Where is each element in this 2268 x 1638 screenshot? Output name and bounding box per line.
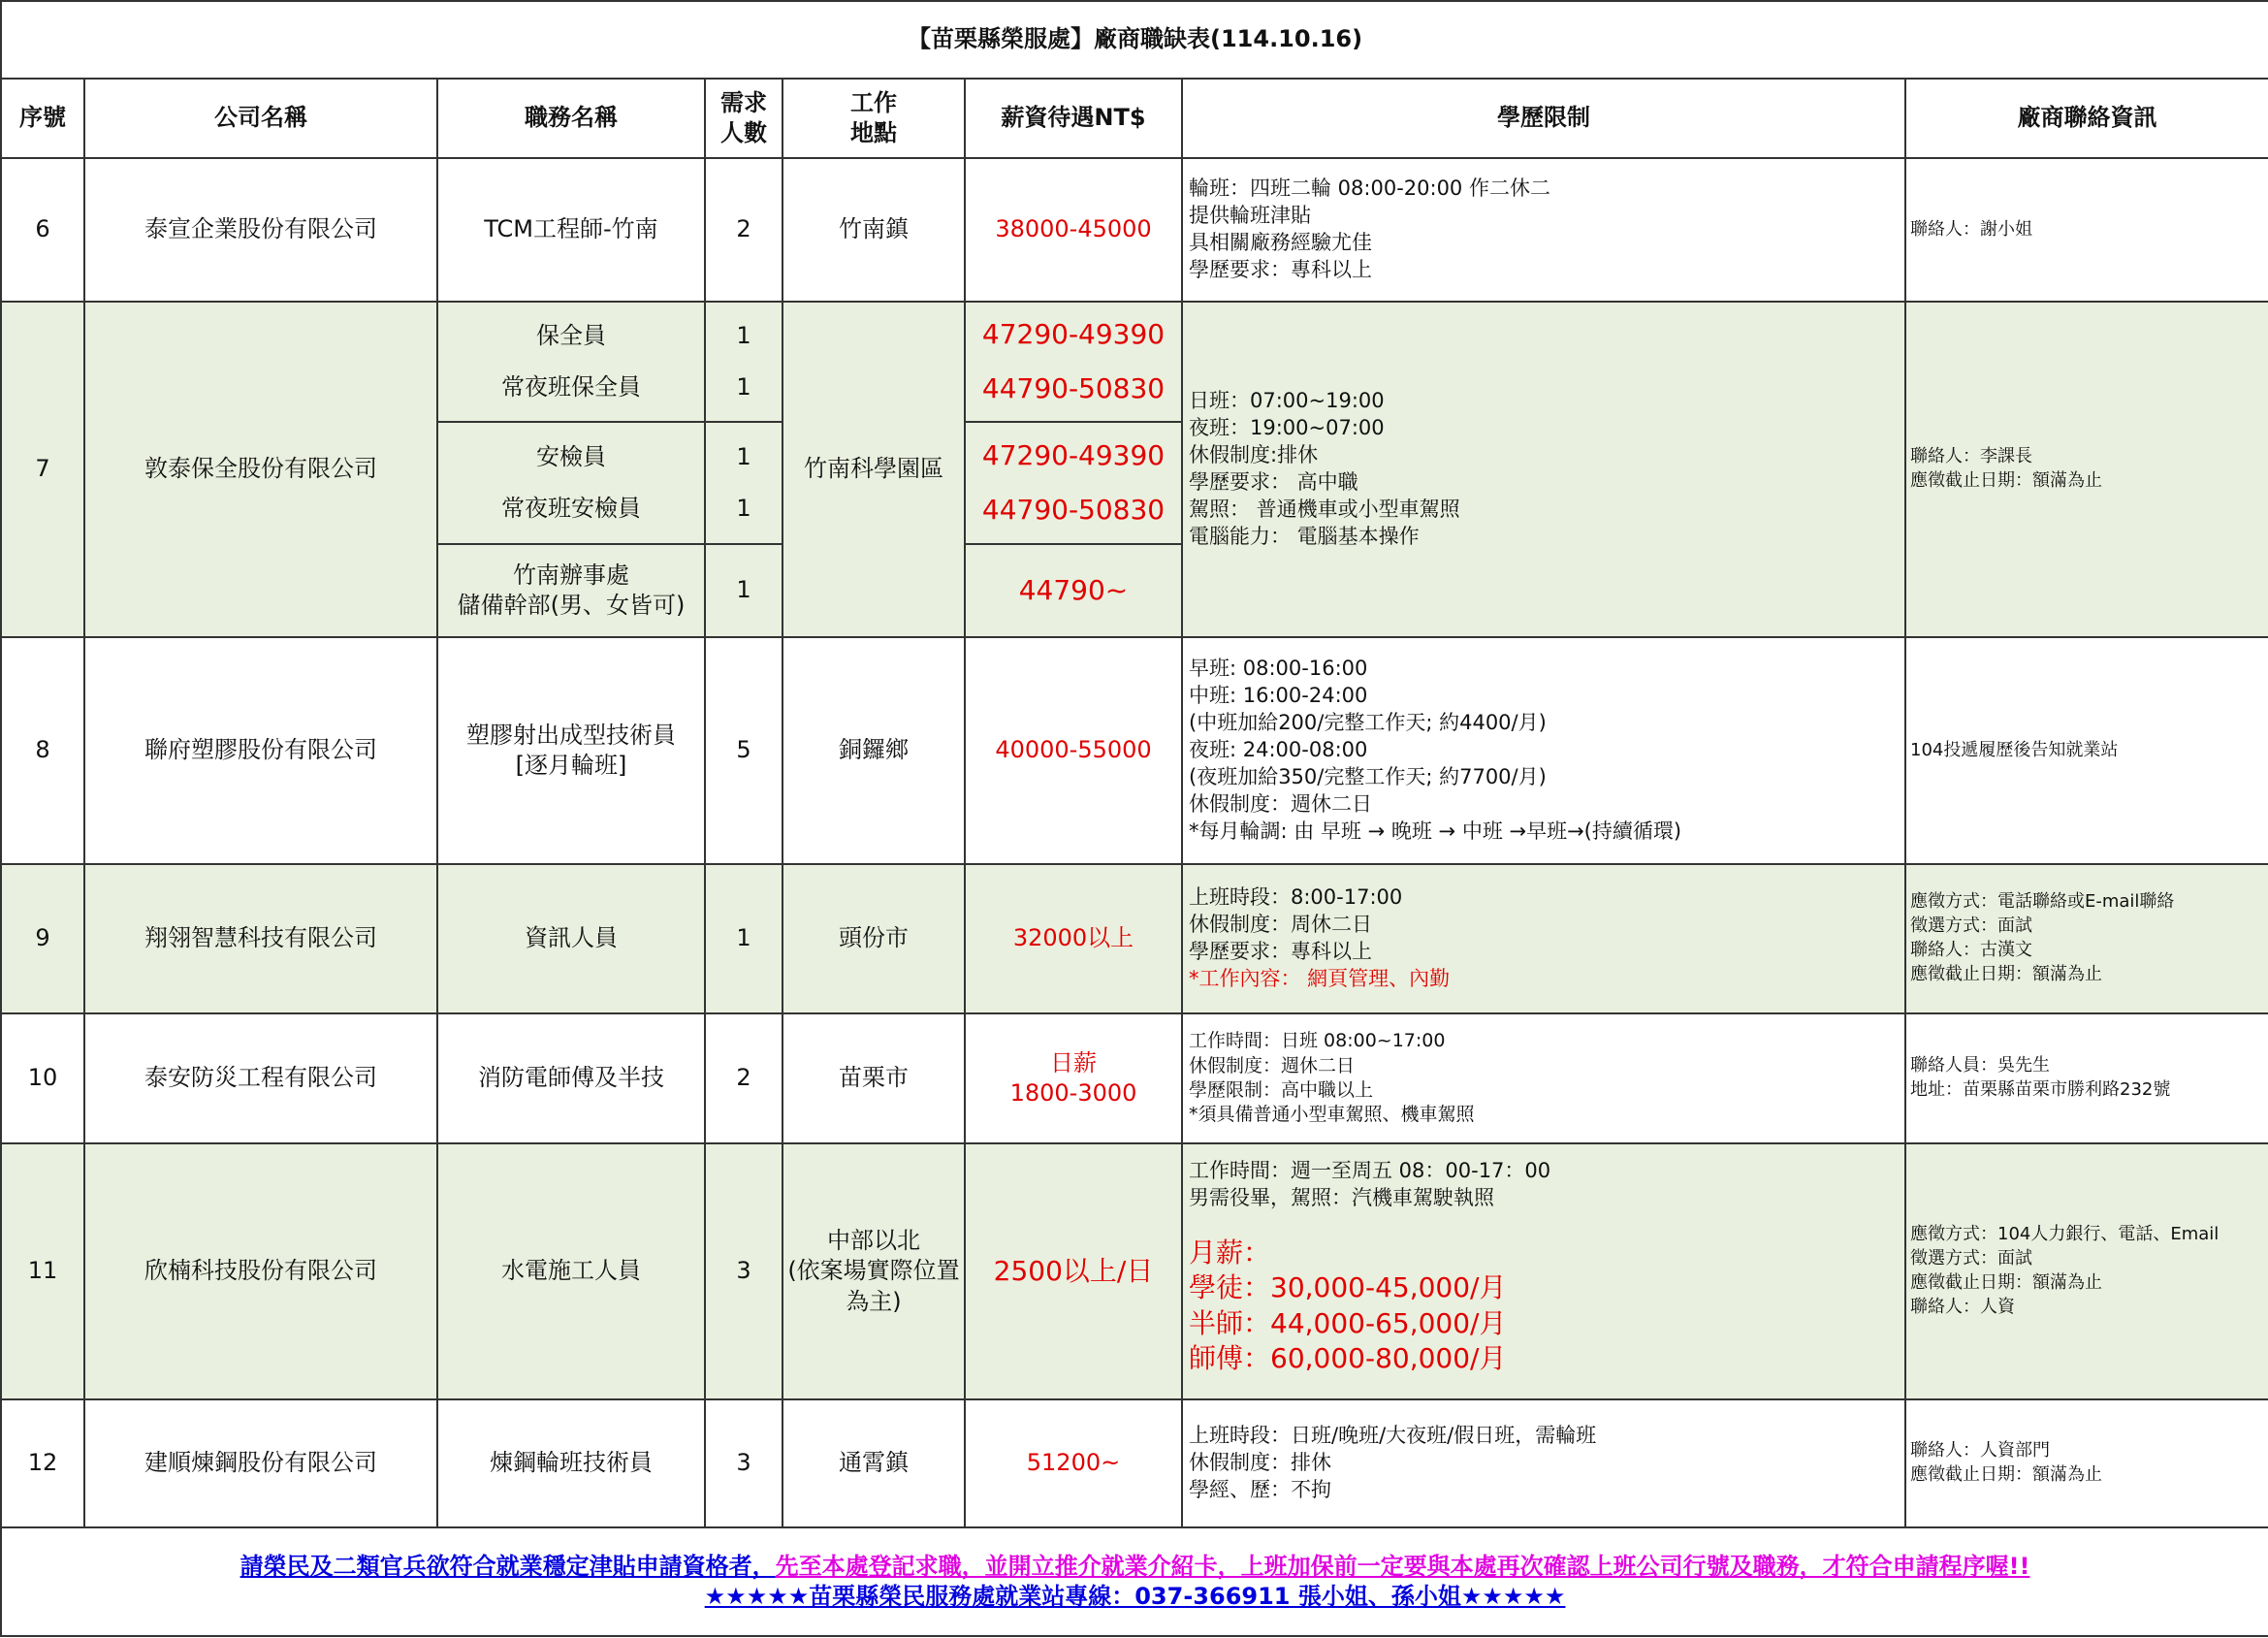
- company-name: 泰宣企業股份有限公司: [84, 158, 437, 302]
- requirement-line: *須具備普通小型車駕照、機車駕照: [1189, 1104, 1475, 1126]
- header-company: 公司名稱: [84, 79, 437, 158]
- headcount-line: 1: [736, 442, 751, 470]
- header-requirements: 學歷限制: [1182, 79, 1905, 158]
- headcount: 5: [705, 637, 783, 864]
- footer-line-2: [2, 1582, 2268, 1612]
- headcount-line: 1: [736, 321, 751, 349]
- company-name: 敦泰保全股份有限公司: [84, 302, 437, 637]
- contact-info: [1905, 302, 2268, 637]
- table-row: [1, 1143, 2268, 1399]
- requirement-line: 學歷要求： 高中職: [1189, 470, 1358, 494]
- requirement-line: 上班時段：日班/晚班/大夜班/假日班，需輪班: [1189, 1424, 1597, 1448]
- headcount: 1: [705, 864, 783, 1013]
- footer-link-eligibility[interactable]: 請榮民及二類官兵欲符合就業穩定津貼申請資格者，: [240, 1552, 776, 1580]
- row-no: 8: [1, 637, 84, 864]
- headcount: [705, 422, 783, 544]
- requirement-line: 夜班：19:00~07:00: [1189, 416, 1385, 440]
- company-name: 聯府塑膠股份有限公司: [84, 637, 437, 864]
- work-location: 苗栗市: [783, 1013, 965, 1143]
- company-name: 泰安防災工程有限公司: [84, 1013, 437, 1143]
- contact-line: 應徵截止日期：額滿為止: [1910, 963, 2102, 984]
- job-title-line: 保全員: [536, 321, 606, 349]
- requirement-line: *工作內容： 網頁管理、內勤: [1189, 966, 1451, 990]
- requirement-line: 學歷要求：專科以上: [1189, 257, 1372, 281]
- monthly-salary-line: 月薪：: [1189, 1236, 1271, 1269]
- monthly-salary-line: 學徒：30,000-45,000/月: [1189, 1271, 1507, 1304]
- contact-line: 徵選方式：面試: [1910, 915, 2032, 937]
- requirement-line: 休假制度：週休二日: [1189, 1054, 1356, 1076]
- contact-info: [1905, 1013, 2268, 1143]
- page-title: 【苗栗縣榮服處】廠商職缺表(114.10.16): [1, 1, 2268, 79]
- job-title: [437, 637, 705, 864]
- headcount: 3: [705, 1399, 783, 1527]
- salary-line: 44790-50830: [981, 494, 1166, 526]
- header-count: 需求 人數: [705, 79, 783, 158]
- row-no: 7: [1, 302, 84, 637]
- headcount: 2: [705, 1013, 783, 1143]
- row-no: 12: [1, 1399, 84, 1527]
- requirements: [1182, 1399, 1905, 1527]
- job-title-line: 塑膠射出成型技術員: [466, 721, 676, 749]
- salary-line: 44790-50830: [981, 372, 1166, 404]
- salary: [965, 1013, 1182, 1143]
- table-row: [1, 302, 2268, 422]
- requirement-line: 休假制度：排休: [1189, 1451, 1331, 1475]
- salary: 51200~: [965, 1399, 1182, 1527]
- job-title-line: 常夜班保全員: [501, 373, 641, 401]
- footer-hotline-link[interactable]: ★★★★★苗栗縣榮民服務處就業站專線：037-366911 張小姐、孫小姐★★★★★: [704, 1583, 1566, 1610]
- contact-line: 應徵截止日期：額滿為止: [1910, 470, 2102, 491]
- job-title-line: 儲備幹部(男、女皆可): [457, 592, 686, 619]
- contact-line: 應徵截止日期：額滿為止: [1910, 1272, 2102, 1293]
- contact-line: 地址：苗栗縣苗栗市勝利路232號: [1910, 1079, 2171, 1100]
- job-title: [437, 422, 705, 544]
- header-contact: 廠商聯絡資訊: [1905, 79, 2268, 158]
- footer-link-procedure[interactable]: 先至本處登記求職，並開立推介就業介紹卡，上班加保前一定要與本處再次確認上班公司行號及職務，才符合申請程序喔!!: [775, 1552, 2030, 1580]
- work-location: 通霄鎮: [783, 1399, 965, 1527]
- contact-line: 聯絡人：謝小姐: [1910, 218, 2032, 240]
- requirement-line: 具相關廠務經驗尤佳: [1189, 231, 1372, 254]
- contact-line: 應徵方式：電話聯絡或E-mail聯絡: [1910, 891, 2175, 913]
- contact-info: [1905, 1399, 2268, 1527]
- contact-info: [1905, 637, 2268, 864]
- job-title-line: 常夜班安檢員: [501, 495, 641, 522]
- table-row: [1, 1399, 2268, 1527]
- footer-notice: [1, 1527, 2268, 1636]
- work-location: 竹南鎮: [783, 158, 965, 302]
- salary: 40000-55000: [965, 637, 1182, 864]
- job-title-line: [逐月輪班]: [515, 752, 627, 779]
- requirements: [1182, 864, 1905, 1013]
- requirement-line: 提供輪班津貼: [1189, 204, 1311, 228]
- contact-line: 聯絡人：李課長: [1910, 446, 2032, 467]
- requirements: [1182, 1143, 1905, 1399]
- table-row: [1, 1013, 2268, 1143]
- footer-row: [1, 1527, 2268, 1636]
- header-location: 工作 地點: [783, 79, 965, 158]
- job-title: [437, 302, 705, 422]
- salary: 44790~: [965, 544, 1182, 637]
- row-no: 6: [1, 158, 84, 302]
- header-job: 職務名稱: [437, 79, 705, 158]
- requirement-line: 學歷要求：專科以上: [1189, 940, 1372, 963]
- contact-line: 104投遞履歷後告知就業站: [1910, 739, 2119, 760]
- row-no: 10: [1, 1013, 84, 1143]
- job-title: 煉鋼輪班技術員: [437, 1399, 705, 1527]
- requirement-line: 駕照： 普通機車或小型車駕照: [1189, 497, 1460, 521]
- headcount: 1: [705, 544, 783, 637]
- table-row: [1, 637, 2268, 864]
- contact-line: 聯絡人員：吳先生: [1910, 1055, 2050, 1076]
- headcount-line: 1: [736, 373, 751, 401]
- salary: 38000-45000: [965, 158, 1182, 302]
- salary: 32000以上: [965, 864, 1182, 1013]
- requirement-line: 學經、歷：不拘: [1189, 1477, 1331, 1501]
- company-name: 翔翎智慧科技有限公司: [84, 864, 437, 1013]
- job-title: 資訊人員: [437, 864, 705, 1013]
- contact-line: 聯絡人：人資部門: [1910, 1440, 2050, 1461]
- contact-line: 聯絡人：人資: [1910, 1296, 2015, 1317]
- headcount: 2: [705, 158, 783, 302]
- requirement-line: 早班: 08:00-16:00: [1189, 657, 1368, 681]
- job-title: TCM工程師-竹南: [437, 158, 705, 302]
- requirement-line: 學歷限制：高中職以上: [1189, 1079, 1374, 1101]
- requirement-line: (夜班加給350/完整工作天; 約7700/月): [1189, 764, 1547, 788]
- salary: [965, 422, 1182, 544]
- location-line: 為主): [846, 1287, 902, 1315]
- contact-line: 聯絡人：古漢文: [1910, 940, 2032, 960]
- work-location: 竹南科學園區: [783, 302, 965, 637]
- job-title: [437, 544, 705, 637]
- row-no: 11: [1, 1143, 84, 1399]
- location-line: 中部以北: [827, 1227, 920, 1255]
- header-row: [1, 79, 2268, 158]
- footer-line-1: [2, 1552, 2268, 1582]
- requirements: [1182, 637, 1905, 864]
- monthly-salary-line: 半師：44,000-65,000/月: [1189, 1306, 1507, 1339]
- headcount: [705, 302, 783, 422]
- requirement-line: 輪班：四班二輪 08:00-20:00 作二休二: [1189, 177, 1550, 201]
- requirement-line: 中班: 16:00-24:00: [1189, 684, 1368, 708]
- company-name: 欣楠科技股份有限公司: [84, 1143, 437, 1399]
- requirement-line: 工作時間：週一至周五 08：00-17：00: [1189, 1159, 1551, 1182]
- contact-line: 應徵方式：104人力銀行、電話、Email: [1910, 1224, 2220, 1245]
- salary-line: 47290-49390: [981, 317, 1166, 350]
- job-title-line: 安檢員: [536, 442, 606, 470]
- header-no: 序號: [1, 79, 84, 158]
- headcount-line: 1: [736, 495, 751, 522]
- requirement-line: 電腦能力： 電腦基本操作: [1189, 524, 1420, 548]
- work-location: 頭份市: [783, 864, 965, 1013]
- requirements: [1182, 302, 1905, 637]
- company-name: 建順煉鋼股份有限公司: [84, 1399, 437, 1527]
- requirement-line: 夜班: 24:00-08:00: [1189, 738, 1368, 762]
- header-salary: 薪資待遇NT$: [965, 79, 1182, 158]
- monthly-salary-line: 師傅：60,000-80,000/月: [1189, 1342, 1507, 1375]
- job-title-line: 竹南辦事處: [513, 561, 629, 589]
- requirement-line: 上班時段：8:00-17:00: [1189, 885, 1403, 910]
- requirement-line: 男需役畢，駕照：汽機車駕駛執照: [1189, 1185, 1494, 1209]
- table-row: [1, 158, 2268, 302]
- location-line: (依案場實際位置: [787, 1257, 960, 1285]
- salary: 2500以上/日: [965, 1143, 1182, 1399]
- row-no: 9: [1, 864, 84, 1013]
- requirements: [1182, 158, 1905, 302]
- salary: [965, 302, 1182, 422]
- requirement-line: 工作時間：日班 08:00~17:00: [1189, 1030, 1446, 1052]
- contact-info: [1905, 158, 2268, 302]
- contact-line: 徵選方式：面試: [1910, 1248, 2032, 1269]
- work-location: [783, 1143, 965, 1399]
- table-row: [1, 864, 2268, 1013]
- salary-line: 日薪: [1050, 1048, 1097, 1076]
- requirement-line: (中班加給200/完整工作天; 約4400/月): [1189, 711, 1547, 735]
- contact-info: [1905, 864, 2268, 1013]
- job-title: 消防電師傅及半技: [437, 1013, 705, 1143]
- job-title: 水電施工人員: [437, 1143, 705, 1399]
- requirements: [1182, 1013, 1905, 1143]
- requirement-line: 日班：07:00~19:00: [1189, 389, 1385, 413]
- headcount: 3: [705, 1143, 783, 1399]
- requirement-line: 休假制度：週休二日: [1189, 791, 1372, 816]
- contact-line: 應徵截止日期：額滿為止: [1910, 1464, 2102, 1485]
- salary-line: 1800-3000: [1009, 1079, 1137, 1107]
- requirement-line: *每月輪調: 由 早班 → 晚班 → 中班 →早班→(持續循環): [1189, 819, 1682, 843]
- contact-info: [1905, 1143, 2268, 1399]
- requirement-line: 休假制度:排休: [1189, 443, 1319, 467]
- work-location: 銅鑼鄉: [783, 637, 965, 864]
- requirement-line: 休假制度：周休二日: [1189, 913, 1372, 937]
- salary-line: 47290-49390: [981, 438, 1166, 471]
